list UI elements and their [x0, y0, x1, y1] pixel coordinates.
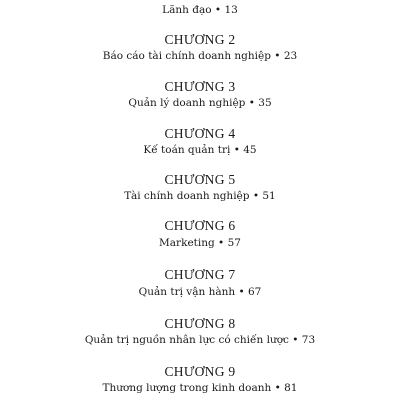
chapter-2-heading: CHƯƠNG 2 [164, 32, 236, 47]
chapter-6-heading: CHƯƠNG 6 [164, 218, 236, 233]
chapter-6-title: Marketing • 57 [159, 237, 241, 249]
chapter-5-title: Tài chính doanh nghiệp • 51 [124, 190, 276, 202]
chapter-7-heading: CHƯƠNG 7 [164, 267, 236, 282]
chapter-4-title: Kế toán quản trị • 45 [143, 144, 257, 156]
chapter-9-heading: CHƯƠNG 9 [164, 364, 236, 379]
chapter-4-heading: CHƯƠNG 4 [164, 126, 236, 141]
chapter-9-title: Thương lượng trong kinh doanh • 81 [102, 382, 298, 394]
chapter-8-heading: CHƯƠNG 8 [164, 316, 236, 331]
chapter-5-heading: CHƯƠNG 5 [164, 172, 236, 187]
chapter-3-title: Quản lý doanh nghiệp • 35 [128, 97, 272, 109]
chapter-2-title: Báo cáo tài chính doanh nghiệp • 23 [102, 50, 298, 62]
chapter-1-title: Lãnh đạo • 13 [162, 4, 238, 16]
chapter-8-title: Quản trị nguồn nhân lực có chiến lược • 73 [84, 334, 316, 346]
chapter-7-title: Quản trị vận hành • 67 [138, 286, 262, 298]
chapter-3-heading: CHƯƠNG 3 [164, 79, 236, 94]
